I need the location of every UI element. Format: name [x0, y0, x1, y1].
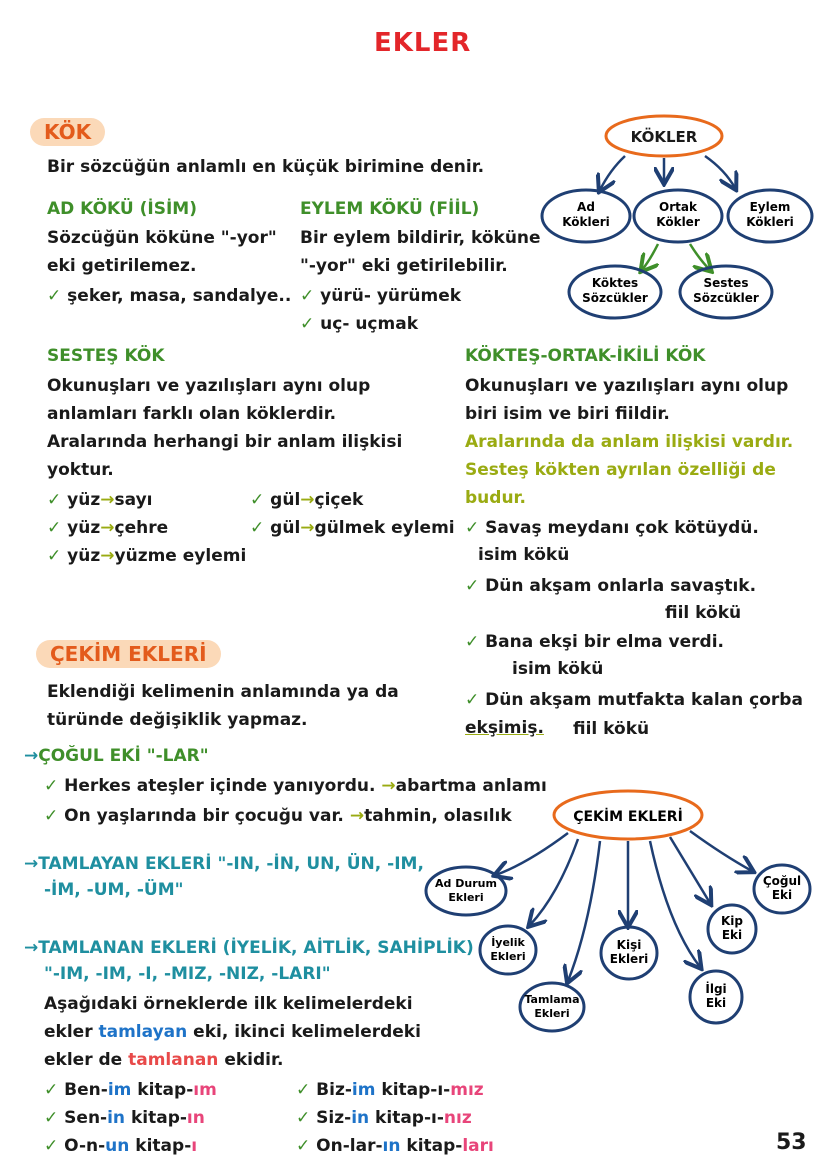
eylem-koku-example: ✓ uç- uçmak: [300, 314, 418, 334]
sestes-line: anlamları farklı olan köklerdir.: [47, 404, 337, 424]
sestes-example: ✓ yüz→çehre: [47, 518, 169, 538]
sestes-example: ✓ yüz→yüzme eylemi: [47, 546, 247, 566]
arrow-icon: →: [300, 518, 315, 538]
koktes-heading: KÖKTEŞ-ORTAK-İKİLİ KÖK: [465, 346, 706, 366]
check-icon: ✓: [47, 286, 62, 306]
koktes-note: fiil kökü: [573, 719, 650, 739]
tamlanan-line: ekler tamlayan eki, ikinci kelimelerdeki: [44, 1022, 421, 1042]
sestes-line: yoktur.: [47, 460, 114, 480]
ad-koku-line: Sözcüğün köküne "-yor": [47, 228, 277, 248]
check-icon: ✓: [465, 576, 480, 596]
kokler-root-label: KÖKLER: [630, 128, 698, 146]
cekim-diagram: [418, 785, 820, 1035]
koktes-example: ✓ Savaş meydanı çok kötüydü.: [465, 518, 759, 538]
check-icon: ✓: [44, 776, 59, 796]
ad-durum-label: Ad Durum: [435, 877, 497, 890]
ilgi-label: İlgi: [705, 982, 727, 996]
sestes-example: ✓ gül→gülmek eylemi: [250, 518, 455, 538]
page-number: 53: [776, 1130, 807, 1155]
tamlanan-line: Aşağıdaki örneklerde ilk kelimelerdeki: [44, 994, 413, 1014]
koktes-olive-line: Aralarında da anlam ilişkisi vardır.: [465, 432, 794, 452]
check-icon: ✓: [44, 1108, 59, 1128]
arrow-icon: →: [349, 806, 365, 826]
kok-definition: Bir sözcüğün anlamlı en küçük birimine denir.: [47, 157, 485, 177]
eylem-koku-line: Bir eylem bildirir, köküne: [300, 228, 541, 248]
iyelik-label: İyelik: [491, 936, 525, 949]
kip-label: Eki: [721, 928, 743, 942]
iyelik-label: Ekleri: [490, 950, 526, 963]
check-icon: ✓: [300, 286, 315, 306]
tamlanan-heading: →TAMLANAN EKLERİ (İYELİK, AİTLİK, SAHİPLİK): [24, 938, 474, 958]
tamlama-label: Tamlama: [524, 993, 580, 1006]
eylem-koku-example: ✓ yürü- yürümek: [300, 286, 462, 306]
cekim-root-label: ÇEKİM EKLERİ: [573, 809, 683, 825]
check-icon: ✓: [465, 518, 480, 538]
arrow-icon: →: [24, 938, 39, 958]
ortak-kokler-label: Kökler: [656, 215, 700, 229]
kisi-label: Kişi: [616, 938, 642, 952]
cekim-heading: ÇEKİM EKLERİ: [36, 640, 221, 668]
kip-label: Kip: [720, 914, 744, 928]
tamlayan-heading: →TAMLAYAN EKLERİ "-IN, -İN, UN, ÜN, -IM,: [24, 854, 424, 874]
cogul-example: ✓ Herkes ateşler içinde yanıyordu. →abartma anlamı: [44, 776, 547, 796]
koktes-example-cont: ekşimiş.: [465, 718, 544, 738]
page-title: EKLER: [374, 28, 472, 58]
tamlanan-example: ✓ Ben-im kitap-ım: [44, 1080, 217, 1100]
koktes-note: isim kökü: [512, 659, 604, 679]
ortak-kokler-label: Ortak: [659, 200, 697, 214]
tamlama-label: Ekleri: [534, 1007, 570, 1020]
tamlanan-example: ✓ Biz-im kitap-ı-mız: [296, 1080, 484, 1100]
check-icon: ✓: [47, 518, 62, 538]
koktes-olive-line: budur.: [465, 488, 526, 508]
tamlanan-heading-2: "-IM, -IM, -I, -MIZ, -NIZ, -LARI": [44, 964, 331, 984]
sestes-example: ✓ yüz→sayı: [47, 490, 153, 510]
arrow-icon: →: [381, 776, 396, 796]
check-icon: ✓: [44, 1080, 59, 1100]
check-icon: ✓: [47, 546, 62, 566]
cekim-line: Eklendiği kelimenin anlamında ya da: [47, 682, 399, 702]
sestes-example: ✓ gül→çiçek: [250, 490, 364, 510]
check-icon: ✓: [250, 518, 265, 538]
sestes-line: Okunuşları ve yazılışları aynı olup: [47, 376, 371, 396]
cekim-line: türünde değişiklik yapmaz.: [47, 710, 308, 730]
ad-koku-line: eki getirilemez.: [47, 256, 197, 276]
ad-koku-heading: AD KÖKÜ (İSİM): [47, 199, 197, 219]
eylem-kokleri-label: Kökleri: [746, 215, 794, 229]
ilgi-label: Eki: [705, 996, 727, 1010]
cogul-label: Eki: [771, 888, 793, 902]
ad-durum-label: Ekleri: [448, 891, 484, 904]
sestes-label: Sözcükler: [693, 291, 759, 305]
tamlanan-line: ekler de tamlanan ekidir.: [44, 1050, 284, 1070]
koktes-line: Okunuşları ve yazılışları aynı olup: [465, 376, 789, 396]
check-icon: ✓: [44, 1136, 59, 1156]
arrow-icon: →: [100, 518, 115, 538]
arrow-icon: →: [100, 546, 115, 566]
arrow-icon: →: [24, 746, 39, 766]
koktes-example: ✓ Bana ekşi bir elma verdi.: [465, 632, 725, 652]
tamlanan-example: ✓ On-lar-ın kitap-ları: [296, 1136, 494, 1156]
kok-heading: KÖK: [30, 118, 105, 146]
sestes-heading: SESTEŞ KÖK: [47, 346, 165, 366]
koktes-note: fiil kökü: [665, 603, 742, 623]
check-icon: ✓: [47, 490, 62, 510]
ad-koku-example: ✓ şeker, masa, sandalye..: [47, 286, 292, 306]
tamlayan-heading-2: -İM, -UM, -ÜM": [44, 880, 184, 900]
cogul-example: ✓ On yaşlarında bir çocuğu var. →tahmin, olasılık: [44, 806, 512, 826]
check-icon: ✓: [465, 690, 480, 710]
check-icon: ✓: [296, 1136, 311, 1156]
kokler-diagram: [530, 110, 820, 325]
eylem-koku-line: "-yor" eki getirilebilir.: [300, 256, 508, 276]
eylem-koku-heading: EYLEM KÖKÜ (FİİL): [300, 199, 480, 219]
check-icon: ✓: [465, 632, 480, 652]
arrow-icon: →: [24, 854, 39, 874]
check-icon: ✓: [44, 806, 59, 826]
koktes-olive-line: Sesteş kökten ayrılan özelliği de: [465, 460, 776, 480]
koktes-line: biri isim ve biri fiildir.: [465, 404, 670, 424]
tamlanan-example: ✓ O-n-un kitap-ı: [44, 1136, 198, 1156]
koktes-note: isim kökü: [478, 545, 570, 565]
koktes-label: Köktes: [591, 276, 639, 290]
koktes-example: ✓ Dün akşam mutfakta kalan çorba: [465, 690, 803, 710]
check-icon: ✓: [250, 490, 265, 510]
sestes-label: Sestes: [703, 276, 749, 290]
tamlanan-example: ✓ Siz-in kitap-ı-nız: [296, 1108, 472, 1128]
cogul-label: Çoğul: [762, 874, 802, 888]
check-icon: ✓: [300, 314, 315, 334]
arrow-icon: →: [100, 490, 115, 510]
check-icon: ✓: [296, 1080, 311, 1100]
kisi-label: Ekleri: [609, 952, 649, 966]
eylem-kokleri-label: Eylem: [749, 200, 791, 214]
koktes-label: Sözcükler: [582, 291, 648, 305]
tamlanan-example: ✓ Sen-in kitap-ın: [44, 1108, 205, 1128]
check-icon: ✓: [296, 1108, 311, 1128]
ad-kokleri-label: Ad: [577, 200, 595, 214]
cogul-heading: →ÇOĞUL EKİ "-LAR": [24, 746, 209, 766]
arrow-icon: →: [300, 490, 315, 510]
koktes-example: ✓ Dün akşam onlarla savaştık.: [465, 576, 757, 596]
sestes-line: Aralarında herhangi bir anlam ilişkisi: [47, 432, 403, 452]
ad-kokleri-label: Kökleri: [562, 215, 610, 229]
